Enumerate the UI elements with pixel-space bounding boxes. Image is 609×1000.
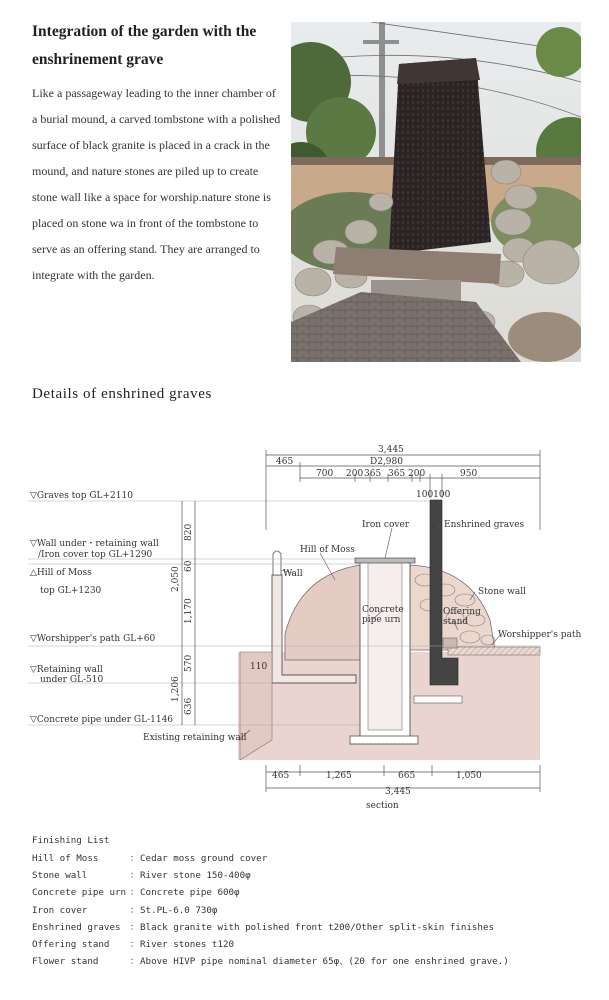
level-worshippers-path: ▽Worshipper's path GL+60 bbox=[30, 634, 156, 644]
diagram-caption: section bbox=[366, 801, 399, 811]
dim-seg-5: 200 bbox=[408, 469, 426, 479]
grave-photo bbox=[291, 22, 581, 362]
vdim-1206: 1,206 bbox=[171, 676, 181, 702]
section-title-garden bbox=[32, 18, 282, 74]
dim-seg-6: 950 bbox=[460, 469, 478, 479]
finishing-row: Concrete pipe urn ：Concrete pipe 600φ bbox=[32, 887, 240, 899]
dim-d2: D2,980 bbox=[370, 457, 403, 467]
label-iron-cover: Iron cover bbox=[362, 520, 410, 530]
worshippers-path bbox=[448, 647, 540, 655]
label-concrete: Concrete bbox=[362, 605, 404, 615]
label-hill-of-moss: Hill of Moss bbox=[300, 545, 355, 555]
description-paragraph: Like a passageway leading to the inner chamber of a burial mound, a carved tombstone with a polished surface of black granite is placed in a crack in the mound, and nature stones are piled up to create stone wall like a space for worship.nature stone is placed on stone wa in front of the tombstone to serve as an offering stand. They are arranged to integrate with the garden. bbox=[32, 86, 281, 282]
bdim-total: 3,445 bbox=[385, 787, 411, 797]
finishing-list bbox=[32, 832, 509, 970]
finishing-row: Offering stand ：River stones t120 bbox=[32, 938, 235, 950]
label-stand: stand bbox=[443, 617, 469, 627]
label-offering: Offering bbox=[443, 607, 481, 617]
level-hill-of-moss: △Hill of Moss bbox=[30, 568, 92, 578]
bdim-4: 1,050 bbox=[456, 771, 482, 781]
bdim-3: 665 bbox=[398, 771, 416, 781]
level-concrete-pipe: ▽Concrete pipe under GL-1146 bbox=[30, 715, 174, 725]
dim-small: 100100 bbox=[416, 490, 451, 500]
finishing-list-title: Finishing List bbox=[32, 835, 110, 846]
section-title-line-2: enshrinement grave bbox=[32, 51, 164, 68]
level-graves-top: ▽Graves top GL+2110 bbox=[30, 491, 133, 501]
vdim-570: 570 bbox=[184, 654, 194, 672]
bdim-1: 465 bbox=[272, 771, 290, 781]
level-iron-cover: /Iron cover top GL+1290 bbox=[38, 550, 153, 560]
finishing-row: Enshrined graves ：Black granite with polished front t200/Other split-skin finishes bbox=[32, 921, 495, 933]
vdim-1170: 1,170 bbox=[184, 598, 194, 624]
label-stone-wall: Stone wall bbox=[478, 587, 527, 597]
label-enshrined-graves: Enshrined graves bbox=[444, 520, 525, 530]
dim-seg-2: 200 bbox=[346, 469, 364, 479]
dim-left-top: 465 bbox=[276, 457, 294, 467]
finishing-row: Flower stand ：Above HIVP pipe nominal diameter 65φ、(20 for one enshrined grave.) bbox=[32, 956, 509, 968]
label-pipe-urn: pipe urn bbox=[362, 615, 401, 625]
level-retaining-wall: ▽Retaining wall bbox=[30, 665, 103, 675]
dim-seg-3: 365 bbox=[364, 469, 382, 479]
finishing-row: Hill of Moss ：Cedar moss ground cover bbox=[32, 853, 268, 864]
dim-seg-4: 365 bbox=[388, 469, 406, 479]
section-title-line-1: Integration of the garden with the bbox=[32, 23, 257, 40]
vdim-636: 636 bbox=[184, 697, 194, 715]
vdim-2050: 2,050 bbox=[171, 566, 181, 592]
label-110: 110 bbox=[250, 662, 268, 672]
finishing-row: Stone wall ：River stone 150-400φ bbox=[32, 870, 251, 882]
details-title: Details of enshrined graves bbox=[32, 386, 212, 402]
bdim-2: 1,265 bbox=[326, 771, 352, 781]
level-retaining-under: under GL-510 bbox=[40, 675, 104, 685]
vdim-60: 60 bbox=[184, 560, 194, 572]
section-diagram bbox=[0, 440, 609, 820]
dim-seg-1: 700 bbox=[316, 469, 334, 479]
level-hill-top: top GL+1230 bbox=[40, 586, 102, 596]
finishing-row: Iron cover ：St.PL-6.0 730φ bbox=[32, 904, 218, 916]
label-existing-retaining-wall: Existing retaining wall bbox=[143, 733, 247, 743]
level-wall-under: ▽Wall under・retaining wall bbox=[30, 539, 159, 549]
label-worshippers-path: Worshipper's path bbox=[498, 630, 582, 640]
vdim-820: 820 bbox=[184, 523, 194, 541]
label-wall: Wall bbox=[283, 569, 303, 579]
dim-total-top: 3,445 bbox=[378, 445, 404, 455]
